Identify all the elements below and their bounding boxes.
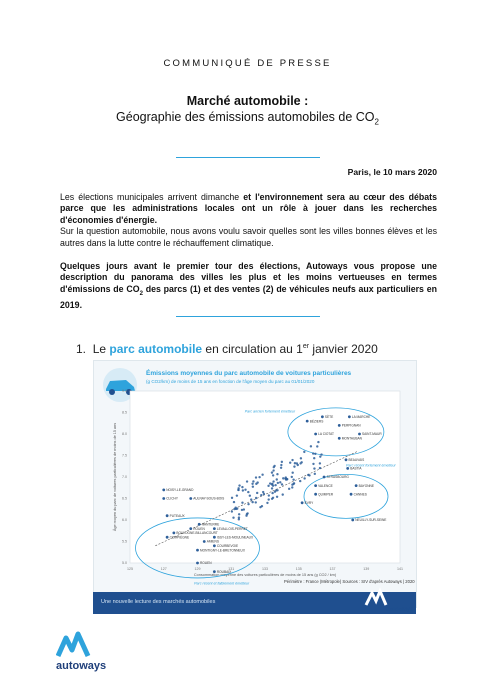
data-point <box>346 467 349 470</box>
background-point <box>291 471 293 473</box>
data-point-label: BEAUVAIS <box>348 458 365 462</box>
y-tick-label: 6.0 <box>122 518 127 523</box>
chart-title: Émissions moyennes du parc automobile de voitures particulières <box>146 370 352 377</box>
background-point <box>313 457 315 459</box>
background-point <box>281 483 283 485</box>
x-tick-label: 141 <box>397 567 403 571</box>
document-title: Marché automobile : <box>186 94 309 108</box>
data-point <box>314 433 317 436</box>
x-tick-label: 127 <box>160 567 167 571</box>
data-point-label: STRASBOURG <box>326 475 349 480</box>
data-point <box>166 514 169 517</box>
background-point <box>232 517 234 519</box>
background-point <box>255 476 257 478</box>
data-point-label: BÉZIERS <box>309 419 324 424</box>
background-point <box>233 501 235 503</box>
background-point <box>320 453 322 455</box>
background-point <box>252 486 254 488</box>
data-point-label: PUTEAUX <box>169 513 185 518</box>
background-point <box>241 486 243 488</box>
background-point <box>255 497 257 499</box>
background-point <box>280 467 282 469</box>
autoways-logo-text: autoways <box>56 660 107 672</box>
background-point <box>293 482 295 484</box>
background-point <box>319 467 321 469</box>
background-point <box>299 480 301 482</box>
data-point-label: BOULOGNE-BILLANCOURT <box>176 531 218 536</box>
background-point <box>280 464 282 466</box>
data-point-label: CLICHY <box>166 496 178 501</box>
background-point <box>233 508 235 510</box>
data-point <box>203 540 206 543</box>
background-point <box>276 478 278 480</box>
data-point-label: COMPIÈGNE <box>169 535 190 540</box>
x-axis-label: Consommation moyenne des voitures particulières de moins de 15 ans (g CO2 / km) <box>193 573 337 577</box>
data-point <box>213 570 216 573</box>
data-point <box>162 497 165 500</box>
background-point <box>231 497 233 499</box>
background-point <box>291 486 293 488</box>
data-point <box>196 549 199 552</box>
chart-subtitle: (g CO2/km) de moins de 15 ans en fonction de l'âge moyen du parc au 01/01/2020 <box>146 379 315 384</box>
data-point-label: COURBEVOIE <box>216 544 239 548</box>
data-point <box>198 523 201 526</box>
press-release-label: COMMUNIQUÉ DE PRESSE <box>163 58 332 69</box>
background-point <box>271 471 273 473</box>
divider-bottom <box>176 316 320 317</box>
x-tick-label: 137 <box>329 567 336 571</box>
background-point <box>312 452 314 454</box>
background-point <box>272 474 274 476</box>
background-point <box>289 462 291 464</box>
background-point <box>276 473 278 475</box>
background-point <box>291 459 293 461</box>
background-point <box>267 498 269 500</box>
data-point <box>348 415 351 418</box>
data-point-label: MONTAUBAN <box>341 436 362 441</box>
y-tick-label: 8.0 <box>122 432 127 437</box>
data-point <box>314 493 317 496</box>
background-point <box>272 469 274 471</box>
background-point <box>258 476 260 478</box>
background-point <box>247 491 249 493</box>
background-point <box>245 515 247 517</box>
figure-banner <box>93 592 416 614</box>
y-tick-label: 5.0 <box>122 561 127 566</box>
background-point <box>282 493 284 495</box>
background-point <box>303 477 305 479</box>
data-point-label: BASTIA <box>350 466 362 471</box>
background-point <box>317 441 319 443</box>
background-point <box>255 483 257 485</box>
background-point <box>272 480 274 482</box>
x-tick-label: 125 <box>127 567 133 571</box>
background-point <box>314 453 316 455</box>
data-point <box>321 415 324 418</box>
y-axis-label: Âge moyen du parc de voitures particulières de moins de 15 ans <box>113 422 117 532</box>
document-subtitle: Géographie des émissions automobiles de $CO_2$ <box>116 110 379 127</box>
background-point <box>288 488 290 490</box>
x-tick-label: 131 <box>228 567 235 571</box>
background-point <box>281 461 283 463</box>
autoways-mark-icon <box>364 587 390 607</box>
background-point <box>231 510 233 512</box>
x-tick-label: 135 <box>295 567 302 571</box>
background-point <box>297 464 299 466</box>
background-point <box>313 467 315 469</box>
data-point-label: BAYONNE <box>358 483 374 488</box>
data-point <box>213 527 216 530</box>
scatter-chart <box>94 361 416 607</box>
y-tick-label: 7.0 <box>122 475 127 480</box>
cluster-label: Parc ancien fortement émetteur <box>244 409 296 414</box>
chart-source: Périmètre : France (Métropole) Sources : SIV d'après Autoways | 2020 <box>284 579 415 584</box>
background-point <box>271 487 273 489</box>
data-point <box>358 433 361 436</box>
background-point <box>251 483 253 485</box>
data-point-label: NEUILLY-SUR-SEINE <box>355 518 387 523</box>
data-point-label: ROUBAIX <box>216 569 232 574</box>
x-tick-label: 129 <box>194 567 201 571</box>
data-point-label: CANNES <box>353 492 367 497</box>
cluster-label: Parc récent et faiblement émetteur <box>194 581 250 586</box>
background-point <box>256 492 258 494</box>
data-point-label: ROUEN <box>193 526 205 531</box>
background-point <box>277 482 279 484</box>
data-point-label: AULNAY-SOUS-BOIS <box>193 496 225 501</box>
background-point <box>314 473 316 475</box>
data-point <box>189 497 192 500</box>
chart-figure <box>93 360 417 608</box>
data-point-label: VALENCE <box>318 483 333 488</box>
background-point <box>282 477 284 479</box>
background-point <box>255 501 257 503</box>
background-point <box>275 489 277 491</box>
data-point-label: SAINT-MAUR <box>362 432 382 437</box>
banner-tagline: Une nouvelle lecture des marchés automobiles <box>101 599 216 605</box>
banner-brand: autoways <box>386 607 414 613</box>
background-point <box>261 474 263 476</box>
cluster-label: Parc récent fortement émetteur <box>346 463 396 468</box>
background-point <box>260 494 262 496</box>
data-point <box>301 501 304 504</box>
data-point <box>350 493 353 496</box>
background-point <box>319 462 321 464</box>
data-point-label: QUIMPER <box>318 492 334 497</box>
x-tick-label: 133 <box>262 567 268 571</box>
data-point <box>338 424 341 427</box>
background-point <box>236 494 238 496</box>
y-tick-label: 6.5 <box>122 496 127 501</box>
divider-top <box>176 157 320 158</box>
background-point <box>299 462 301 464</box>
data-point-label: ROUEN <box>200 561 212 566</box>
data-point <box>323 476 326 479</box>
background-point <box>252 480 254 482</box>
data-point-label: NOISY-LE-GRAND <box>166 488 194 493</box>
y-tick-label: 8.5 <box>122 410 127 415</box>
background-point <box>300 457 302 459</box>
background-point <box>286 478 288 480</box>
background-point <box>293 465 295 467</box>
data-point <box>172 532 175 535</box>
lead-paragraph: Quelques jours avant le premier tour des élections, Autoways vous propose une description du panorama des villes les plus et les moins vertueuses en termes d'émissions de $CO_2$ des parcs (1) et des ventes (2) de véhicules neufs aux particuliers en 2019. <box>60 261 437 310</box>
background-point <box>319 455 321 457</box>
data-point-label: MONTIGNY-LE-BRETONNEUX <box>200 548 245 553</box>
background-point <box>273 465 275 467</box>
background-point <box>291 476 293 478</box>
data-point <box>306 420 309 423</box>
data-point <box>338 437 341 440</box>
background-point <box>274 484 276 486</box>
background-point <box>279 481 281 483</box>
data-point <box>213 536 216 539</box>
data-point <box>351 519 354 522</box>
background-point <box>262 491 264 493</box>
data-point-label: LA CIOTAT <box>318 432 334 437</box>
data-point-label: ISSY-LES-MOULINEAUX <box>216 535 254 540</box>
background-point <box>246 480 248 482</box>
data-point-label: LEVALLOIS-PERRET <box>216 526 248 531</box>
data-point-label: NANTERRE <box>201 522 220 527</box>
background-point <box>276 496 278 498</box>
background-point <box>272 485 274 487</box>
data-point <box>189 527 192 530</box>
intro-paragraph: Les élections municipales arrivent dimanche et l'environnement sera au cœur des débats parce que les administrations locales ont un rôle à jouer dans les recherches d'économies d'énergie. Sur la question automobile, nous avons voulu savoir quelles sont les villes bonnes élèves et les autres dans la lutte contre le réchauffement climatique. <box>60 192 437 248</box>
data-point <box>355 484 358 487</box>
background-point <box>247 503 249 505</box>
background-point <box>267 485 269 487</box>
background-point <box>312 463 314 465</box>
background-point <box>268 494 270 496</box>
data-point-label: SÈTE <box>324 415 334 419</box>
background-point <box>237 489 239 491</box>
background-point <box>266 502 268 504</box>
background-point <box>303 451 305 453</box>
background-point <box>307 474 309 476</box>
y-tick-label: 9.0 <box>122 389 127 394</box>
section-heading: 1. Le parc automobile en circulation au 1er janvier 2020 <box>76 342 378 356</box>
background-point <box>244 489 246 491</box>
background-point <box>271 492 273 494</box>
data-point-label: PERPIGNAN <box>341 423 361 428</box>
data-point-label: LA MARCHE <box>351 415 371 419</box>
background-point <box>250 498 252 500</box>
release-date: Paris, le 10 mars 2020 <box>347 167 437 177</box>
data-point-label: AMIENS <box>206 539 219 544</box>
background-point <box>251 501 253 503</box>
background-point <box>310 445 312 447</box>
y-tick-label: 7.5 <box>122 453 127 458</box>
y-tick-label: 5.5 <box>122 539 127 544</box>
background-point <box>243 508 245 510</box>
background-point <box>316 445 318 447</box>
x-tick-label: 139 <box>363 567 370 571</box>
data-point <box>213 544 216 547</box>
background-point <box>238 516 240 518</box>
data-point <box>314 484 317 487</box>
background-point <box>242 489 244 491</box>
background-point <box>271 498 273 500</box>
data-point-label: ÉVRY <box>304 501 314 505</box>
background-point <box>292 478 294 480</box>
data-point <box>345 458 348 461</box>
data-point <box>162 489 165 492</box>
background-point <box>249 495 251 497</box>
data-point <box>196 562 199 565</box>
background-point <box>241 502 243 504</box>
data-point <box>166 536 169 539</box>
background-point <box>238 484 240 486</box>
background-point <box>238 513 240 515</box>
background-point <box>261 505 263 507</box>
autoways-logo-icon <box>56 630 96 658</box>
